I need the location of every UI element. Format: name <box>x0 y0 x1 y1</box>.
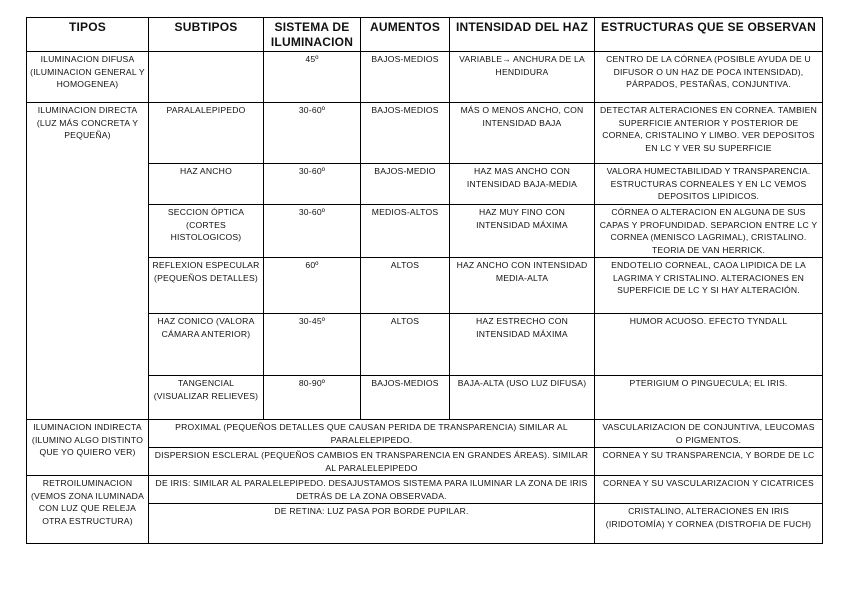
header-intensidad: INTENSIDAD DEL HAZ <box>450 18 595 52</box>
descripcion-cell: DISPERSION ESCLERAL (PEQUEÑOS CAMBIOS EN TRANSPARENCIA EN GRANDES ÁREAS). SIMILAR AL PARALELEPIPEDO <box>149 448 595 476</box>
intensidad-cell: HAZ MAS ANCHO CON INTENSIDAD BAJA-MEDIA <box>450 164 595 205</box>
aumentos-cell: MEDIOS-ALTOS <box>361 205 450 258</box>
descripcion-cell: PROXIMAL (PEQUEÑOS DETALLES QUE CAUSAN PERIDA DE TRANSPARENCIA) SIMILAR AL PARALELEPIPEDO. <box>149 420 595 448</box>
estructuras-cell: PTERIGIUM O PINGUECULA; EL IRIS. <box>595 376 823 420</box>
aumentos-cell: BAJOS-MEDIO <box>361 164 450 205</box>
sistema-cell: 45º <box>264 52 361 103</box>
subtipo-cell: PARALALEPIPEDO <box>149 103 264 164</box>
subtipo-cell: SECCION ÓPTICA (CORTES HISTOLOGICOS) <box>149 205 264 258</box>
subtipo-cell: REFLEXION ESPECULAR (PEQUEÑOS DETALLES) <box>149 258 264 314</box>
table-row <box>27 103 823 164</box>
table-row <box>27 52 823 103</box>
estructuras-cell: VASCULARIZACION DE CONJUNTIVA, LEUCOMAS O PIGMENTOS. <box>595 420 823 448</box>
estructuras-cell: CENTRO DE LA CÓRNEA (POSIBLE AYUDA DE U DIFUSOR O UN HAZ DE POCA INTENSIDAD), PÁRPADOS, PESTAÑAS, CONJUNTIVA. <box>595 52 823 103</box>
illumination-table <box>26 17 823 544</box>
header-tipos: TIPOS <box>27 18 149 52</box>
estructuras-cell: HUMOR ACUOSO. EFECTO TYNDALL <box>595 314 823 376</box>
aumentos-cell: BAJOS-MEDIOS <box>361 52 450 103</box>
subtipo-cell: TANGENCIAL (VISUALIZAR RELIEVES) <box>149 376 264 420</box>
sistema-cell: 30-45º <box>264 314 361 376</box>
intensidad-cell: HAZ MUY FINO CON INTENSIDAD MÁXIMA <box>450 205 595 258</box>
tipo-indirecta: ILUMINACION INDIRECTA (ILUMINO ALGO DISTINTO QUE YO QUIERO VER) <box>27 420 149 476</box>
intensidad-cell: HAZ ESTRECHO CON INTENSIDAD MÁXIMA <box>450 314 595 376</box>
intensidad-cell: BAJA-ALTA (USO LUZ DIFUSA) <box>450 376 595 420</box>
estructuras-cell: VALORA HUMECTABILIDAD Y TRANSPARENCIA. ESTRUCTURAS CORNEALES Y EN LC VEMOS DEPOSITOS LIPIDICOS. <box>595 164 823 205</box>
intensidad-cell: MÁS O MENOS ANCHO, CON INTENSIDAD BAJA <box>450 103 595 164</box>
aumentos-cell: BAJOS-MEDIOS <box>361 103 450 164</box>
header-estructuras: ESTRUCTURAS QUE SE OBSERVAN <box>595 18 823 52</box>
tipo-difusa: ILUMINACION DIFUSA (ILUMINACION GENERAL Y HOMOGENEA) <box>27 52 149 103</box>
sistema-cell: 30-60º <box>264 205 361 258</box>
estructuras-cell: DETECTAR ALTERACIONES EN CORNEA. TAMBIEN SUPERFICIE ANTERIOR Y POSTERIOR DE CORNEA, CRISTALINO Y LIMBO. VER DEPOSITOS EN LC Y VER SU SUPERFICIE <box>595 103 823 164</box>
estructuras-cell: ENDOTELIO CORNEAL, CAOA LIPIDICA DE LA LAGRIMA Y CRISTALINO. ALTERACIONES EN SUPERFICIE DE LC Y SI HAY ALTERACIÓN. <box>595 258 823 314</box>
intensidad-cell: VARIABLE→ ANCHURA DE LA HENDIDURA <box>450 52 595 103</box>
estructuras-cell: CRISTALINO, ALTERACIONES EN IRIS (IRIDOTOMÍA) Y CORNEA (DISTROFIA DE FUCH) <box>595 504 823 544</box>
descripcion-cell: DE IRIS: SIMILAR AL PARALELEPIPEDO. DESAJUSTAMOS SISTEMA PARA ILUMINAR LA ZONA DE IRIS DETRÁS DE LA ZONA OBSERVADA. <box>149 476 595 504</box>
estructuras-cell: CORNEA Y SU VASCULARIZACION Y CICATRICES <box>595 476 823 504</box>
subtipo-cell: HAZ CONICO (VALORA CÁMARA ANTERIOR) <box>149 314 264 376</box>
tipo-directa: ILUMINACION DIRECTA (LUZ MÁS CONCRETA Y PEQUEÑA) <box>27 103 149 420</box>
table-row <box>27 476 823 504</box>
header-row <box>27 18 823 52</box>
tipo-retro: RETROILUMINACION (VEMOS ZONA ILUMINADA CON LUZ QUE RELEJA OTRA ESTRUCTURA) <box>27 476 149 544</box>
aumentos-cell: BAJOS-MEDIOS <box>361 376 450 420</box>
aumentos-cell: ALTOS <box>361 258 450 314</box>
header-aumentos: AUMENTOS <box>361 18 450 52</box>
sistema-cell: 30-60º <box>264 103 361 164</box>
estructuras-cell: CORNEA Y SU TRANSPARENCIA, Y BORDE DE LC <box>595 448 823 476</box>
table-row <box>27 420 823 448</box>
sistema-cell: 30-60º <box>264 164 361 205</box>
subtipo-cell <box>149 52 264 103</box>
estructuras-cell: CÓRNEA O ALTERACION EN ALGUNA DE SUS CAPAS Y PROFUNDIDAD. SEPARCION ENTRE LC Y CORNEA (MENISCO LAGRIMAL), CRISTALINO. TEORIA DE VAN HERRICK. <box>595 205 823 258</box>
header-sistema: SISTEMA DE ILUMINACION <box>264 18 361 52</box>
aumentos-cell: ALTOS <box>361 314 450 376</box>
subtipo-cell: HAZ ANCHO <box>149 164 264 205</box>
descripcion-cell: DE RETINA: LUZ PASA POR BORDE PUPILAR. <box>149 504 595 544</box>
sistema-cell: 60º <box>264 258 361 314</box>
sistema-cell: 80-90º <box>264 376 361 420</box>
header-subtipos: SUBTIPOS <box>149 18 264 52</box>
intensidad-cell: HAZ ANCHO CON INTENSIDAD MEDIA-ALTA <box>450 258 595 314</box>
